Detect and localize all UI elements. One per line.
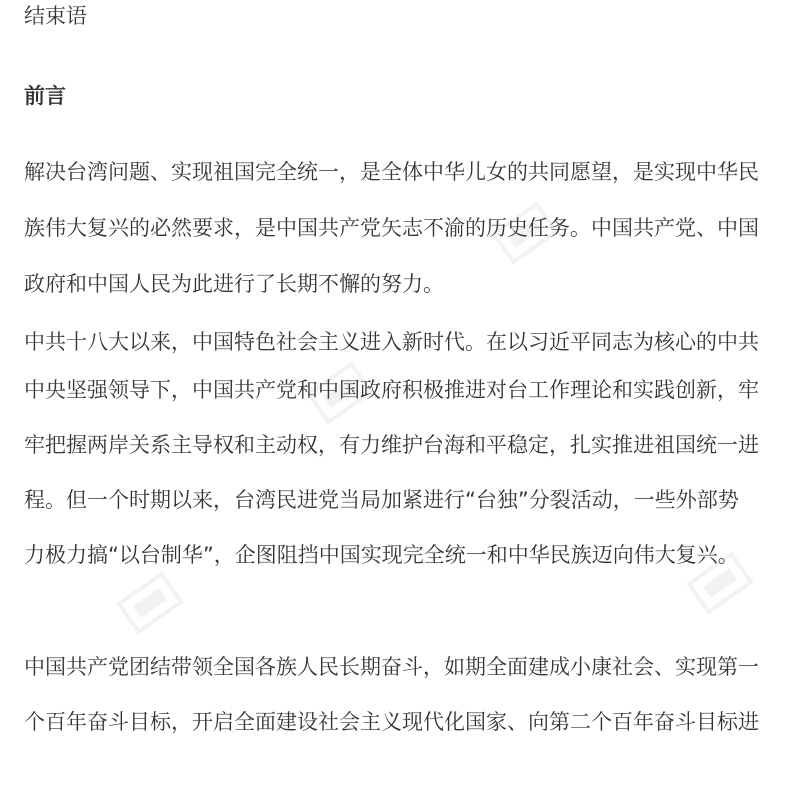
paragraph-3-line: 中国共产党团结带领全国各族人民长期奋斗，如期全面建成小康社会、实现第一 [24, 655, 759, 679]
paragraph-2-line: 程。但一个时期以来，台湾民进党当局加紧进行“台独”分裂活动，一些外部势 [24, 488, 739, 512]
paragraph-2-line: 力极力搞“以台制华”，企图阻挡中国实现完全统一和中华民族迈向伟大复兴。 [24, 543, 739, 567]
paragraph-1-line: 解决台湾问题、实现祖国完全统一，是全体中华儿女的共同愿望，是实现中华民 [24, 160, 759, 184]
paragraph-1-line: 政府和中国人民为此进行了长期不懈的努力。 [24, 272, 444, 296]
section-heading-preface: 前言 [24, 84, 66, 108]
paragraph-2-line: 牢把握两岸关系主导权和主动权，有力维护台海和平稳定，扎实推进祖国统一进 [24, 433, 759, 457]
paragraph-1-line: 族伟大复兴的必然要求，是中国共产党矢志不渝的历史任务。中国共产党、中国 [24, 216, 759, 240]
section-title-conclusion: 结束语 [24, 4, 87, 28]
paragraph-2-line: 中共十八大以来，中国特色社会主义进入新时代。在以习近平同志为核心的中共 [24, 330, 759, 354]
watermark-logo [112, 567, 188, 639]
paragraph-2-line: 中央坚强领导下，中国共产党和中国政府积极推进对台工作理论和实践创新，牢 [24, 378, 759, 402]
paragraph-3-line: 个百年奋斗目标，开启全面建设社会主义现代化国家、向第二个百年奋斗目标进 [24, 710, 759, 734]
